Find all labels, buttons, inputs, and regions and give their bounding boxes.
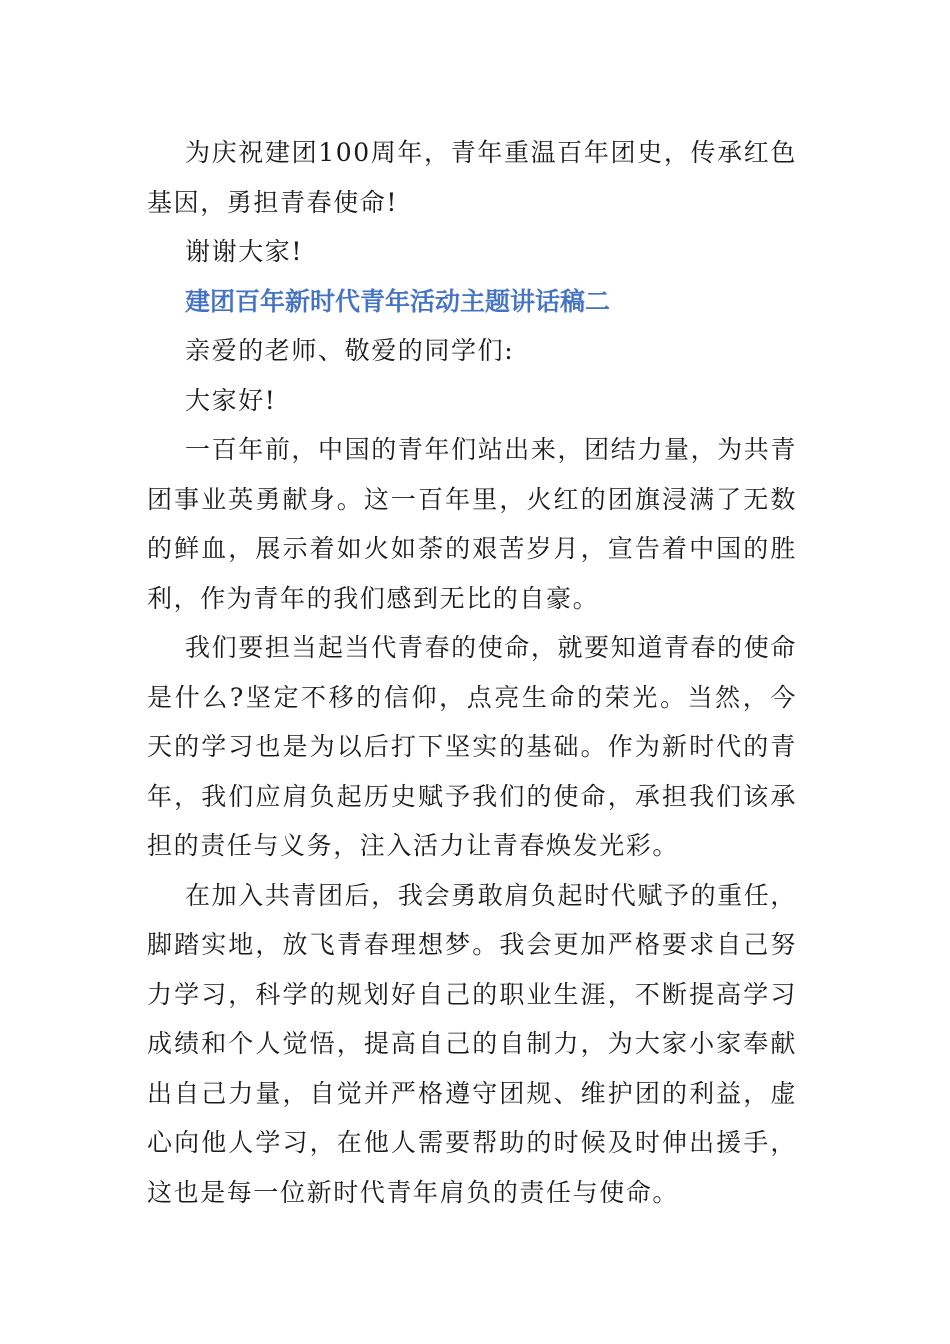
- document-body: [147, 128, 797, 1217]
- section-title: 建团百年新时代青年活动主题讲话稿二: [185, 286, 611, 316]
- paragraph-salutation: 亲爱的老师、敬爱的同学们:: [185, 336, 515, 365]
- paragraph-mission: 我们要担当起当代青春的使命，就要知道青春的使命是什么?坚定不移的信仰，点亮生命的荣光。当然，今天的学习也是为以后打下坚实的基础。作为新时代的青年，我们应肩负起历史赋予我们的使命，承担我们该承担的责任与义务，注入活力让青春焕发光彩。: [147, 633, 797, 860]
- paragraph-closing-wish: 为庆祝建团100周年，青年重温百年团史，传承红色基因，勇担青春使命!: [147, 138, 797, 217]
- paragraph-commitment: 在加入共青团后，我会勇敢肩负起时代赋予的重任，脚踏实地，放飞青春理想梦。我会更加严格要求自己努力学习，科学的规划好自己的职业生涯，不断提高学习成绩和个人觉悟，提高自己的自制力，为大家小家奉献出自己力量，自觉并严格遵守团规、维护团的利益，虚心向他人学习，在他人需要帮助的时候及时伸出援手，这也是每一位新时代青年肩负的责任与使命。: [147, 880, 797, 1207]
- paragraph-greeting: 大家好!: [185, 385, 277, 415]
- paragraph-thanks: 谢谢大家!: [185, 237, 304, 266]
- paragraph-history: 一百年前，中国的青年们站出来，团结力量，为共青团事业英勇献身。这一百年里，火红的团旗浸满了无数的鲜血，展示着如火如荼的艰苦岁月，宣告着中国的胜利，作为青年的我们感到无比的自豪。: [147, 435, 797, 613]
